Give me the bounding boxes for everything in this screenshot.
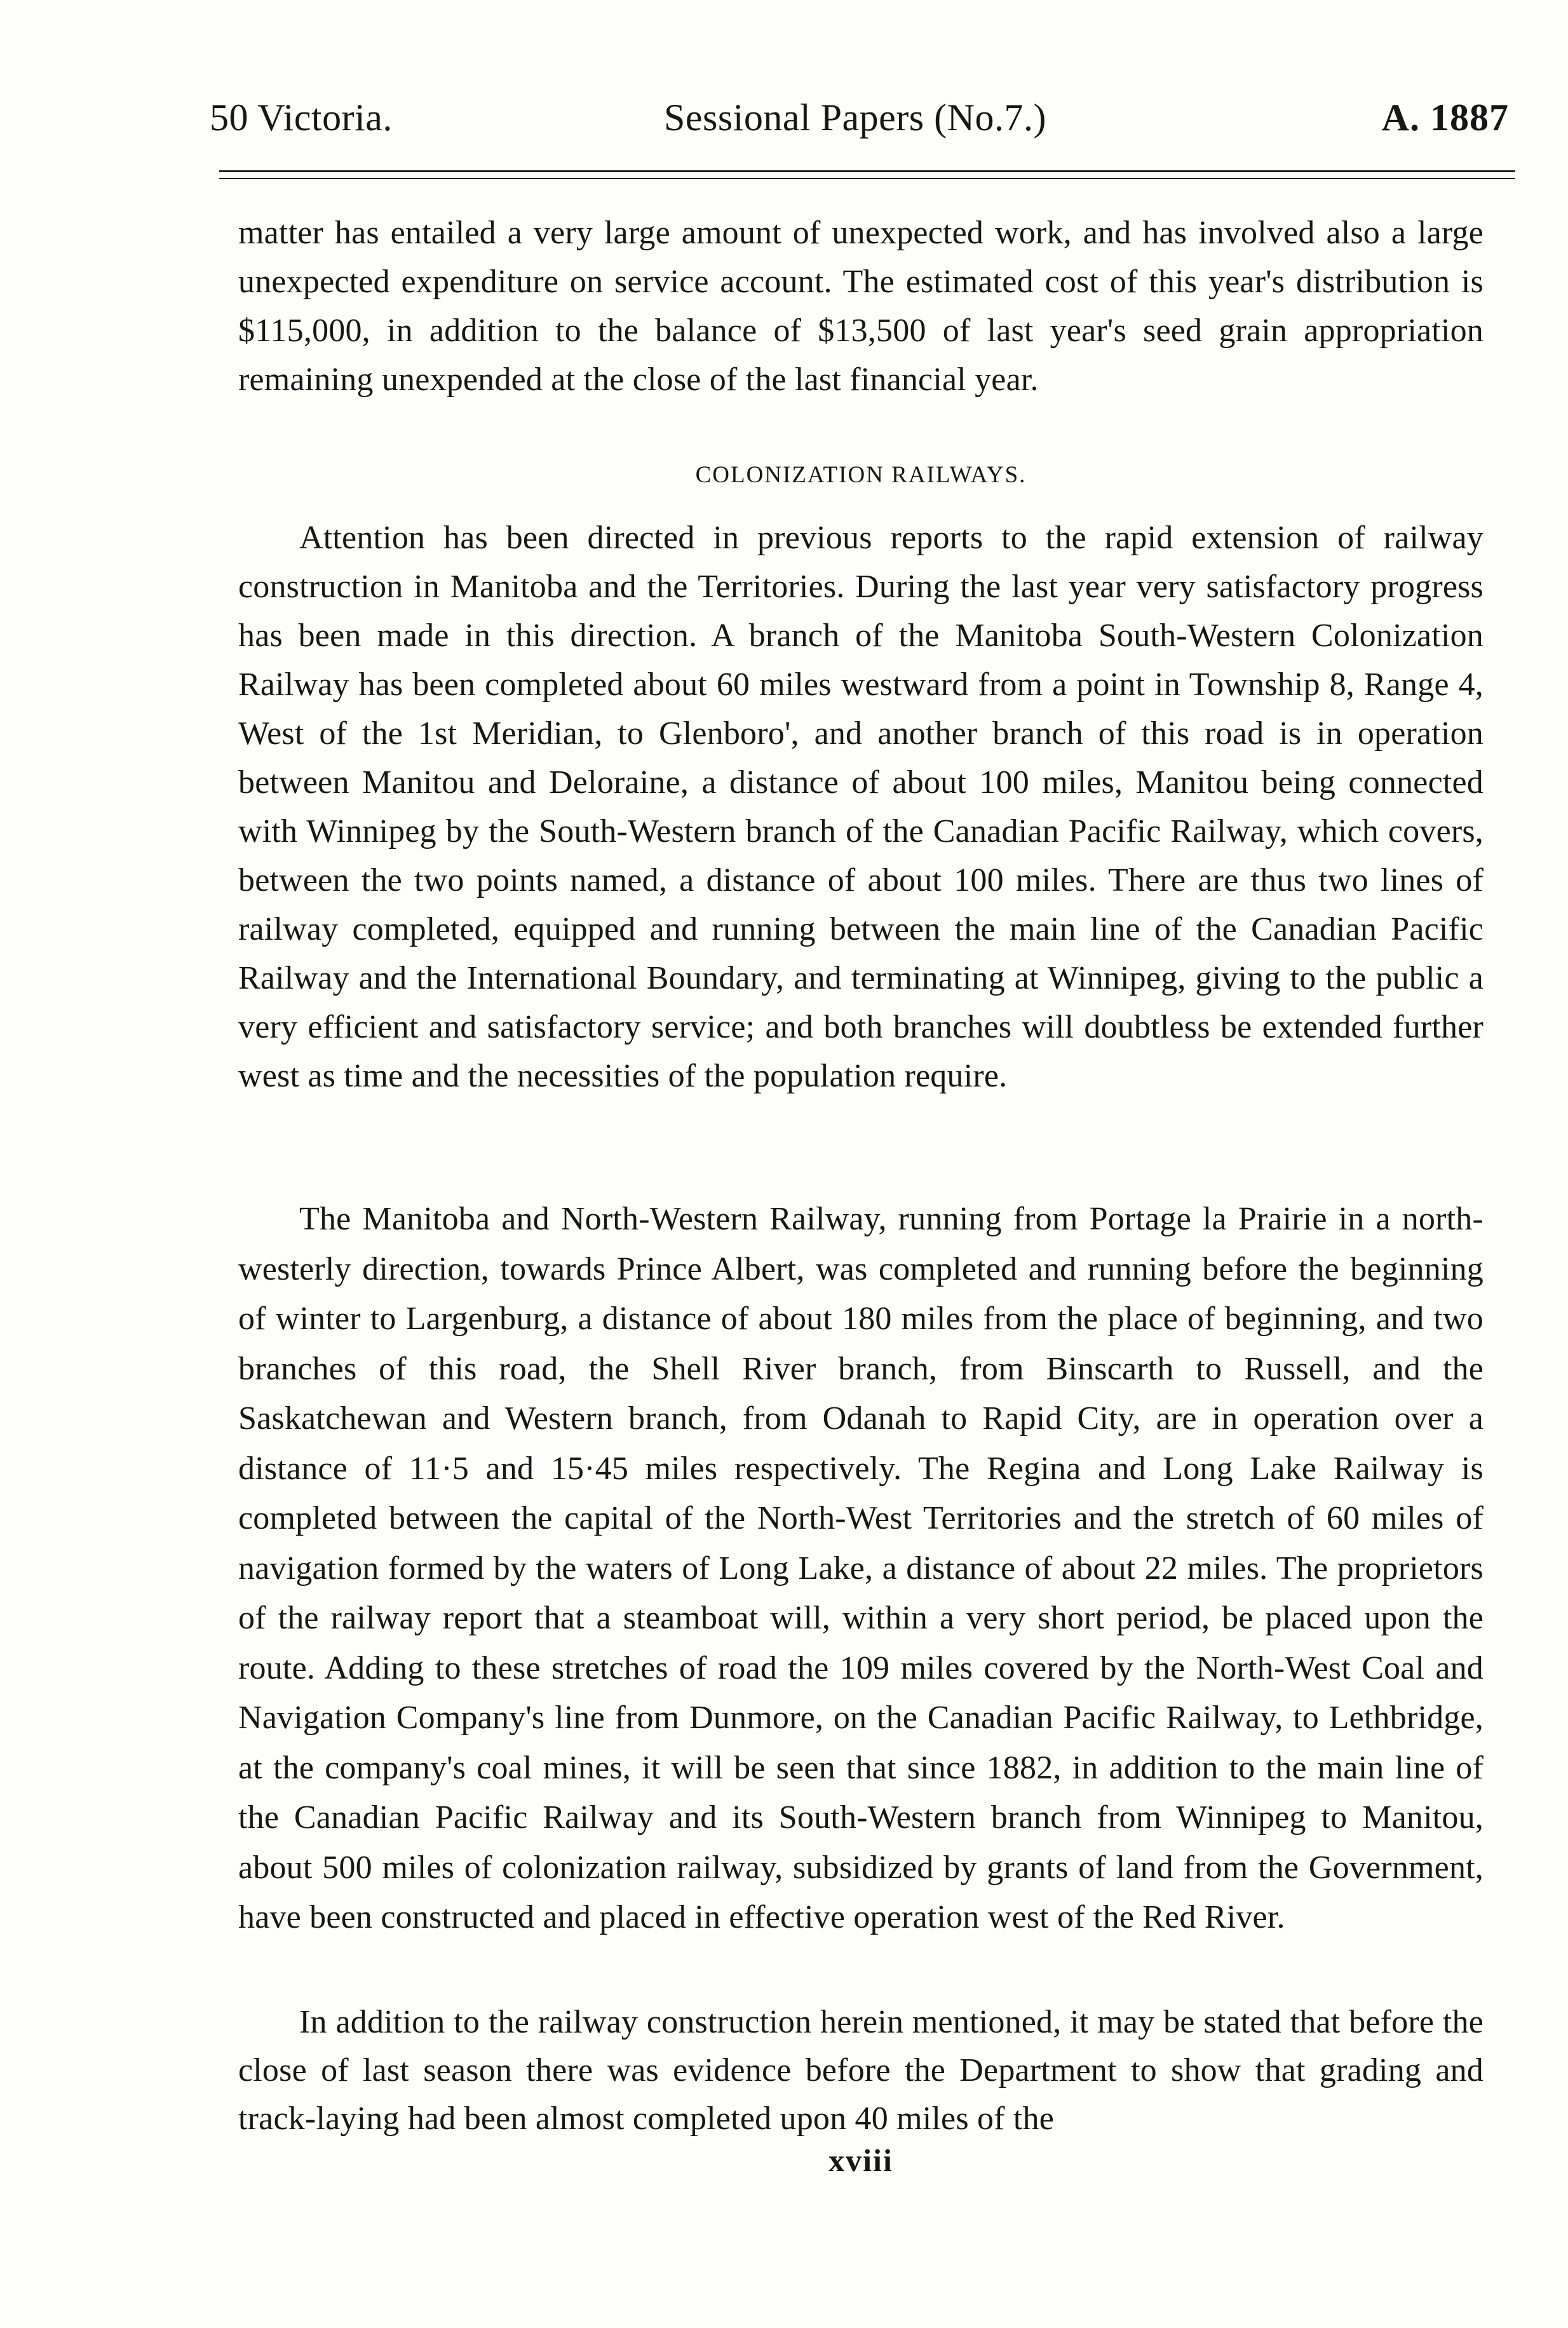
running-header [210,89,1509,146]
paragraph-additional-construction: In addition to the railway construction herein mentioned, it may be stated that before the close of last season there was evidence before the Department to show that grading and track-laying had been almost completed upon 40 miles of the [238,2004,1484,2137]
paragraph-manitoba-south-western: Attention has been directed in previous reports to the rapid extension of railway construction in Manitoba and the Territories. During the last year very satisfactory progress has been made in this direction. A branch of the Manitoba South-Western Colonization Railway has been completed about 60 miles westward from a point in Township 8, Range 4, West of the 1st Meridian, to Glenboro', and another branch of this road is in operation between Manitou and Deloraine, a distance of about 100 miles, Manitou being connected with Winnipeg by the South-Western branch of the Canadian Pacific Railway, which covers, between the two points named, a distance of about 100 miles. There are thus two lines of railway completed, equipped and running between the main line of the Canadian Pacific Railway and the International Boundary, and terminating at Winnipeg, giving to the public a very efficient and satisfactory service; and both branches will doubtless be extended further west as time and the necessities of the population require. [238,520,1484,1094]
header-title: Sessional Papers (No.7.) [664,97,1046,139]
header-rule [219,170,1515,172]
header-year: A. 1887 [1381,97,1509,139]
paragraph-seed-grain: matter has entailed a very large amount of unexpected work, and has involved also a large unexpected expenditure on service account. The estimated cost of this year's distribution is $115,000, in addition to the balance of $13,500 of last year's seed grain appropriation remaining unexpended at the close of the last financial year. [238,215,1484,398]
page-number: xviii [828,2142,893,2178]
header-volume: 50 Victoria. [210,97,393,139]
paragraph-manitoba-north-western: The Manitoba and North-Western Railway, running from Portage la Prairie in a north-westerly direction, towards Prince Albert, was completed and running before the beginning of winter to Largenburg, a distance of about 180 miles from the place of beginning, and two branches of this road, the Shell River branch, from Binscarth to Russell, and the Saskatchewan and Western branch, from Odanah to Rapid City, are in operation over a distance of 11·5 and 15·45 miles respectively. The Regina and Long Lake Railway is completed between the capital of the North-West Territories and the stretch of 60 miles of navigation formed by the waters of Long Lake, a distance of about 22 miles. The proprietors of the railway report that a steamboat will, within a very short period, be placed upon the route. Adding to these stretches of road the 109 miles covered by the North-West Coal and Navigation Company's line from Dunmore, on the Canadian Pacific Railway, to Lethbridge, at the company's coal mines, it will be seen that since 1882, in addition to the main line of the Canadian Pacific Railway and its South-Western branch from Winnipeg to Manitou, about 500 miles of colonization railway, subsidized by grants of land from the Government, have been constructed and placed in effective operation west of the Red River. [238,1201,1484,1935]
header-rule-thin [219,178,1515,179]
section-heading: COLONIZATION RAILWAYS. [695,462,1027,488]
